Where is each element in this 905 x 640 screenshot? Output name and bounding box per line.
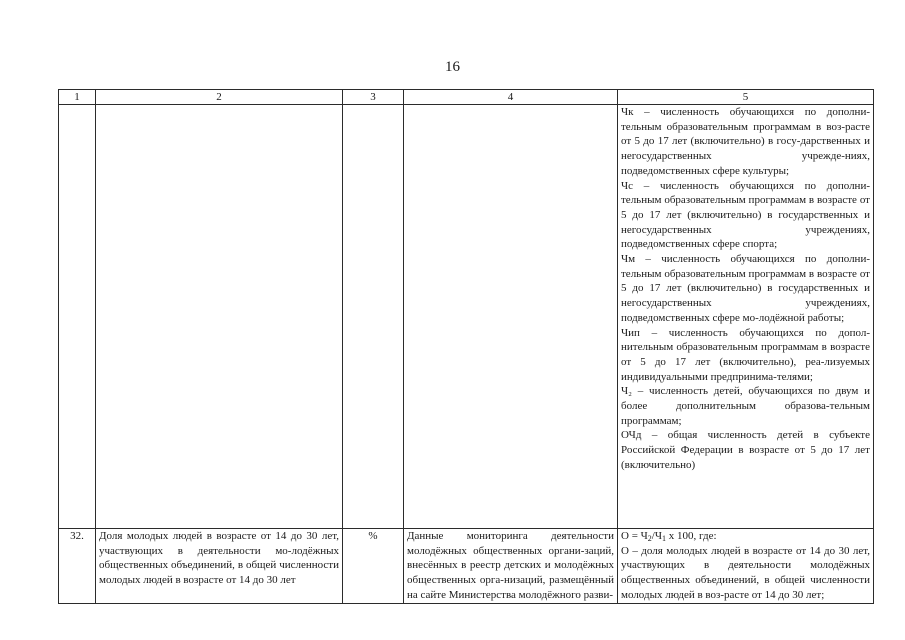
table-header-row: [59, 90, 874, 105]
explanation-cm: Чм – численность обучающихся по дополни-тельным образовательным программам в возрасте от 5 до 17 лет (включительно) в государственных и негосударственных учреждениях, подведомственных сфере мо-лодёжной работы;: [621, 253, 870, 324]
column-header-2: 2: [96, 90, 343, 105]
explanation-cip: Чип – численность обучающихся по допол-нительным образовательным программам в возрасте от 5 до 17 лет (включительно), реа-лизуемых индивидуальными предпринима-телями;: [621, 326, 870, 383]
calculation-method: [618, 529, 874, 604]
page-number: 16: [445, 59, 460, 75]
table-row: [59, 529, 874, 604]
row1-col1-cell: [59, 105, 96, 529]
indicator-name: Доля молодых людей в возрасте от 14 до 30 лет, участвующих в деятельности мо-лодёжных общественных объединений, в общей численности молодых людей в возрасте от 14 до 30 лет: [96, 529, 343, 604]
column-header-1: 1: [59, 90, 96, 105]
explanation-ochd: ОЧд – общая численность детей в субъекте Российской Федерации в возрасте от 5 до 17 лет (включительно): [621, 429, 870, 471]
indicators-table: [58, 89, 874, 604]
column-header-3: 3: [343, 90, 404, 105]
unit-of-measure: %: [343, 529, 404, 604]
row1-col3-cell: [343, 105, 404, 529]
formula-description: О – доля молодых людей в возрасте от 14 до 30 лет, участвующих в деятельности молодёжных общественных объединений, в общей численности молодых людей в воз-расте от 14 до 30 лет;: [621, 544, 870, 601]
formula: $О = Ч_2/Ч_1$ х 100, где:: [621, 530, 717, 543]
row1-col4-cell: [404, 105, 618, 529]
explanation-cs: Чс – численность обучающихся по дополни-тельным образовательным программам в возрасте от 5 до 17 лет (включительно) в государственных и негосударственных учреждениях, подведомственных сфере спорта;: [621, 179, 870, 251]
column-header-5: 5: [618, 90, 874, 105]
explanation-ck: Чк – численность обучающихся по дополни-тельным образовательным программам в воз-расте от 5 до 17 лет (включительно) в госу-дарственных и негосударственных учрежде-ниях, подведомственных сфере культуры;: [621, 106, 870, 177]
row1-formula-explanations: [618, 105, 874, 529]
row1-col2-cell: [96, 105, 343, 529]
data-source: Данные мониторинга деятельности молодёжных общественных органи-заций, внесённых в реестр детских и молодёжных общественных орга-низаций, размещённый на сайте Министерства молодёжного разви-: [404, 529, 618, 604]
column-header-4: 4: [404, 90, 618, 105]
row-number: 32.: [59, 529, 96, 604]
explanation-c2: Ч₂ – численность детей, обучающихся по двум и более дополнительным образова-тельным программам;: [621, 385, 870, 427]
table-row: [59, 105, 874, 529]
